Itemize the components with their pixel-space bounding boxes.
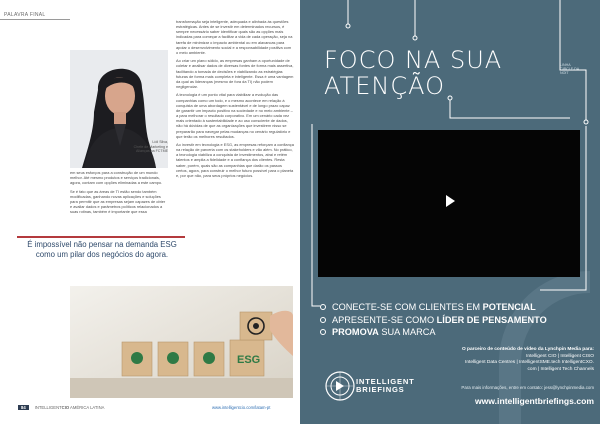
article-column-1: [70, 170, 168, 218]
esg-cubes-photo: [70, 286, 293, 398]
benefit-list: [320, 301, 547, 339]
section-divider: [0, 19, 70, 20]
paragraph: Ao investir em tecnologia e ESG, as empresas reforçam a confiança na relação de parceria com os stakeholders e vão além. No prático, a tecnologia viabiliza a conquista de investimentos, atrai e retém talentos e amplia a fidelidade e a confiança dos clientes. Resta saber, porém, quais são as companhias que darão os passos certos, agora, para construir o melhor futuro possível para o planeta e, por que não, para seus próprios negócios.: [176, 142, 294, 178]
left-footer: 84 INTELLIGENTCIO AMÉRICA LATINA: [18, 405, 104, 410]
footer-url-link[interactable]: www.intelligentcio.com/latam-pt: [212, 405, 271, 410]
esg-cube-label: ESG: [237, 354, 261, 366]
paragraph: em seus esforços para a construção de um mundo melhor. Até mesmo produtos e serviços tradicionais, agora, contam com opções eliminadas a este campo.: [70, 170, 163, 186]
pull-quote: É impossível não pensar na demanda ESG como um pilar dos negócios do agora.: [27, 240, 177, 259]
list-item: CONECTE-SE COM CLIENTES EM POTENCIAL: [320, 301, 547, 314]
ring-bullet-icon: [320, 304, 326, 310]
list-item: PROMOVA SUA MARCA: [320, 326, 547, 339]
contact-info: Para mais informações, entre em contato: jess@lynchpinmedia.com: [461, 385, 594, 390]
badge-text: LINHA CIRCLE DA NOIT: [560, 63, 580, 76]
play-icon[interactable]: [446, 195, 455, 207]
paragraph: transformação seja inteligente, adequada e alinhada às questões estratégicas. Antes de se investir em determinados recursos, é sempre necessário saber identificar quais são as opções mais indicadas para começar a facilitar a vida de cada operação, seja na tarefa de minimizar o impacto ambiental ou em alavancas para apoiar o desenvolvimento social e a responsabilidade positiva com o meio ambiente.: [176, 19, 293, 55]
partner-info: O parceiro de conteúdo de vídeo da Lynchpin Media para: Intelligent CIO | Intelligent CISO Intelligent Data Centres | IntelligentSME.tech IntelligentCXO. com | Intelligent Tech Channels: [461, 347, 594, 372]
section-tag: PALAVRA FINAL: [4, 12, 46, 18]
portrait-caption: Lídi Silva, Chefe de Marketing e Alianças na FCTME: [133, 140, 168, 154]
pull-quote-rule: [17, 236, 185, 238]
logo-wordmark: INTELLIGENT BRIEFINGS: [356, 377, 415, 395]
page-number: 84: [18, 405, 29, 410]
paragraph: Ao criar um plano sólido, as empresas ganham a oportunidade de coletar e analisar dados de diversas fontes de forma mais assertiva, facilitando a tomada de decisões e viabilizando as estratégias futuras de forma mais completa e inteligente. Essa é uma vantagem da qual as lideranças (mesmo de fora da TI) não podem negligenciar.: [176, 58, 294, 90]
briefings-url-link[interactable]: www.intelligentbriefings.com: [474, 396, 594, 406]
right-page-ad: [300, 0, 600, 424]
paragraph: A tecnologia é um ponto vital para viabilizar a evolução das companhias como um todo, e o mesmo acontece em relação à conquista de uma abordagem sustentável e de longo prazo capaz de garantir um impacto positivo na sociedade e no meio ambiente – a para melhorar o resultado corporativo. Em um cenário cada vez mais orientado à sustentabilidade e ao uso consciente de dados, não há dúvidas de que as organizações que investirem nisso se prepararão para navegar pelas mudanças no cenário regulatório e que terão os melhores resultados.: [176, 92, 293, 139]
ring-bullet-icon: [320, 329, 326, 335]
paragraph: Se é fato que as áreas de TI estão sendo também modificadas, ganhando novas aplicações e soluções para permitir que as empresas sejam capazes de obter e avaliar dados e parâmetros políticos relacionados a suas rotinas, também é importante que essa: [70, 188, 166, 215]
ring-bullet-icon: [320, 317, 326, 323]
list-item: APRESENTE-SE COMO LÍDER DE PENSAMENTO: [320, 314, 547, 327]
article-column-2: [176, 19, 294, 181]
ad-headline: FOCO NA SUA ATENÇÃO: [324, 46, 503, 100]
